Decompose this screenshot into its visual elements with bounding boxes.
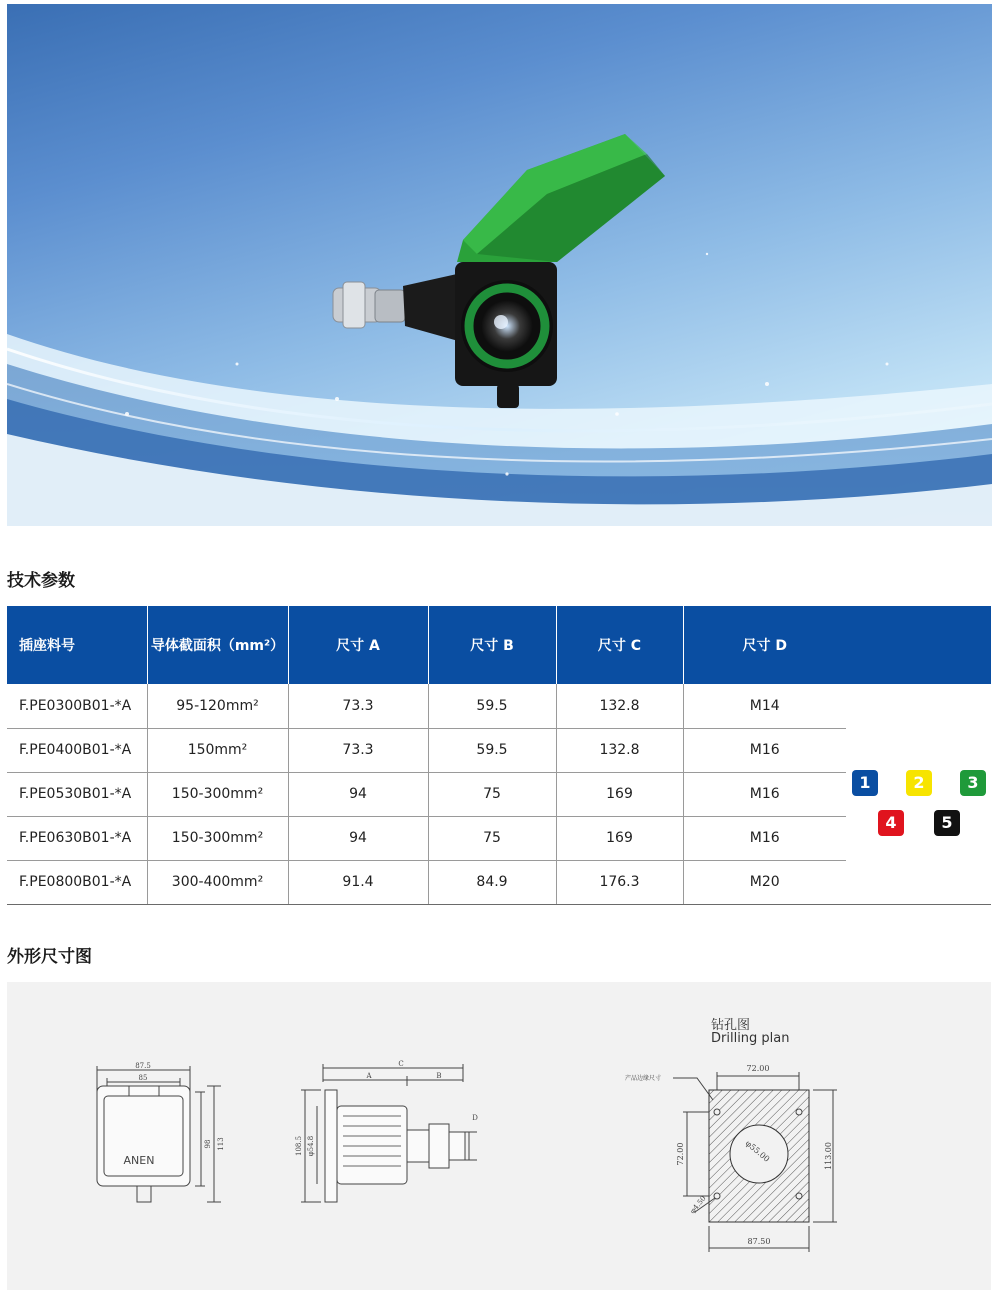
plan-edge-note: 产品边缘尺寸: [625, 1075, 662, 1082]
cell-side: [846, 684, 991, 728]
cell-dim-b: 84.9: [428, 860, 556, 904]
front-brand: ANEN: [123, 1154, 155, 1167]
connector-product: [333, 134, 665, 408]
cell-dim-b: 75: [428, 816, 556, 860]
header-part-number: 插座料号: [7, 606, 147, 684]
drilling-plan: [673, 1072, 837, 1252]
cell-side: [846, 728, 991, 772]
cell-dim-d: M16: [683, 728, 846, 772]
color-badge-2: 2: [906, 770, 932, 796]
table-row: [7, 772, 991, 816]
plan-dim-right: 113.00: [824, 1142, 833, 1170]
hero-illustration: [7, 4, 992, 526]
color-badge-3: 3: [960, 770, 986, 796]
cell-dim-a: 73.3: [288, 728, 428, 772]
specs-section-title: 技术参数: [7, 571, 75, 591]
cell-dim-b: 59.5: [428, 684, 556, 728]
side-view: [301, 1064, 477, 1202]
side-dim-a: A: [366, 1072, 372, 1080]
color-badges: [848, 770, 994, 840]
dimension-drawing-svg: [7, 982, 991, 1290]
cell-side: [846, 860, 991, 904]
header-dim-d: 尺寸 D: [683, 606, 846, 684]
cell-cross-section: 95-120mm²: [147, 684, 288, 728]
cell-dim-a: 94: [288, 772, 428, 816]
cell-part-number: F.PE0300B01-*A: [7, 684, 147, 728]
front-dim-inner: 85: [138, 1074, 148, 1082]
front-dim-top: 87.5: [135, 1062, 151, 1070]
cell-dim-b: 75: [428, 772, 556, 816]
cell-dim-a: 73.3: [288, 684, 428, 728]
cell-cross-section: 300-400mm²: [147, 860, 288, 904]
cell-dim-c: 169: [556, 772, 683, 816]
table-row: [7, 816, 991, 860]
header-dim-b: 尺寸 B: [428, 606, 556, 684]
plan-dim-bottom: 87.50: [747, 1237, 771, 1246]
cell-dim-c: 132.8: [556, 728, 683, 772]
cell-dim-d: M14: [683, 684, 846, 728]
dimension-drawing: [7, 982, 991, 1290]
cell-dim-d: M16: [683, 816, 846, 860]
header-spacer: [846, 606, 991, 684]
drawing-section-title: 外形尺寸图: [7, 947, 92, 967]
cell-dim-d: M16: [683, 772, 846, 816]
plan-title-cn: 钻孔图: [711, 1018, 751, 1033]
table-row: [7, 860, 991, 904]
cell-dim-a: 91.4: [288, 860, 428, 904]
table-row: [7, 684, 991, 728]
cell-dim-a: 94: [288, 816, 428, 860]
side-dim-h1: 108.5: [295, 1135, 303, 1157]
color-badge-1: 1: [852, 770, 878, 796]
side-dim-h2: φ54.8: [307, 1135, 315, 1157]
cell-dim-d: M20: [683, 860, 846, 904]
cell-dim-c: 176.3: [556, 860, 683, 904]
cell-cross-section: 150-300mm²: [147, 772, 288, 816]
header-dim-c: 尺寸 C: [556, 606, 683, 684]
header-cross-section: 导体截面积（mm²）: [147, 606, 288, 684]
side-dim-d: D: [472, 1114, 478, 1122]
cell-part-number: F.PE0800B01-*A: [7, 860, 147, 904]
cell-dim-c: 132.8: [556, 684, 683, 728]
cell-dim-c: 169: [556, 816, 683, 860]
front-dim-right-2: 113: [217, 1137, 225, 1151]
cell-part-number: F.PE0630B01-*A: [7, 816, 147, 860]
cell-dim-b: 59.5: [428, 728, 556, 772]
front-dim-right-1: 98: [204, 1139, 212, 1149]
front-view: [97, 1066, 221, 1202]
plan-dim-center: φ55.00: [743, 1138, 772, 1164]
plan-dim-left: 72.00: [676, 1142, 685, 1166]
header-dim-a: 尺寸 A: [288, 606, 428, 684]
cell-part-number: F.PE0530B01-*A: [7, 772, 147, 816]
cell-cross-section: 150-300mm²: [147, 816, 288, 860]
plan-dim-top: 72.00: [746, 1064, 770, 1073]
side-dim-b: B: [436, 1072, 442, 1080]
cell-part-number: F.PE0400B01-*A: [7, 728, 147, 772]
table-row: [7, 728, 991, 772]
plan-dim-hole: φ4.50: [688, 1194, 708, 1216]
table-header-row: [7, 606, 991, 684]
side-dim-c: C: [398, 1060, 404, 1068]
plan-title-en: Drilling plan: [711, 1031, 790, 1046]
color-badge-5: 5: [934, 810, 960, 836]
product-hero-image: [7, 4, 992, 526]
spec-table: [7, 606, 991, 905]
cell-cross-section: 150mm²: [147, 728, 288, 772]
color-badge-4: 4: [878, 810, 904, 836]
